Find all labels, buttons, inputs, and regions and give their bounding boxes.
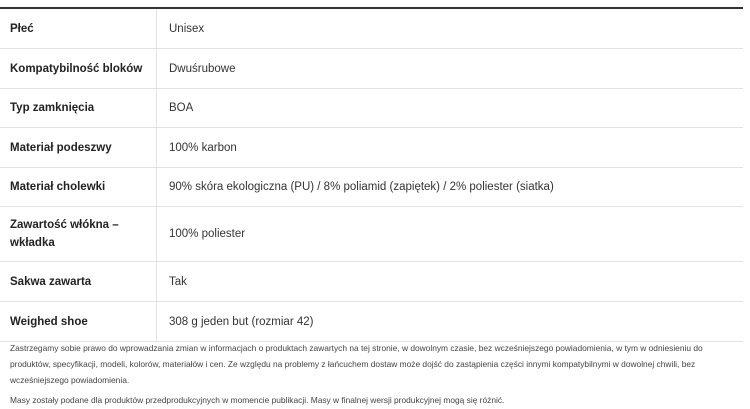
spec-label: Materiał cholewki — [0, 168, 157, 206]
spec-row-bag-included — [0, 262, 743, 302]
spec-value: Tak — [169, 275, 187, 288]
spec-label: Zawartość włókna – wkładka — [0, 207, 157, 261]
spec-row-closure-type — [0, 89, 743, 128]
spec-row-upper-material — [0, 168, 743, 207]
spec-value: 100% karbon — [169, 141, 237, 154]
spec-row-sole-material — [0, 128, 743, 168]
spec-value: Unisex — [169, 22, 205, 35]
spec-label: Sakwa zawarta — [0, 262, 157, 301]
weight-note-text: Masy zostały podane dla produktów przedprodukcyjnych w momencie publikacji. Masy w finalnej wersji produkcyjnej mogą się różnić. — [10, 395, 505, 405]
spec-value: 308 g jeden but (rozmiar 42) — [169, 315, 314, 328]
spec-value: 100% poliester — [169, 228, 246, 240]
spec-label: Weighed shoe — [0, 302, 157, 341]
spec-value: BOA — [169, 102, 194, 114]
spec-label: Typ zamknięcia — [0, 89, 157, 127]
spec-value: Dwuśrubowe — [169, 62, 236, 75]
spec-row-gender — [0, 9, 743, 49]
spec-label: Płeć — [0, 9, 157, 48]
spec-label: Kompatybilność bloków — [0, 49, 157, 88]
spec-table — [0, 7, 743, 342]
spec-label: Materiał podeszwy — [0, 128, 157, 167]
spec-row-insole-fiber — [0, 207, 743, 262]
spec-row-weight — [0, 302, 743, 342]
spec-value: 90% skóra ekologiczna (PU) / 8% poliamid (zapiętek) / 2% poliester (siatka) — [169, 181, 554, 193]
spec-notes — [10, 340, 738, 408]
spec-row-cleat-compatibility — [0, 49, 743, 89]
disclaimer-text: Zastrzegamy sobie prawo do wprowadzania zmian w informacjach o produktach zawartych na tej stronie, w dowolnym czasie, bez wcześniejszego powiadomienia, w tym w odniesieniu do produktów, specyfikacji, modeli, kolorów, materiałów i cen. Ze względu na problemy z łańcuchem dostaw może dojść do zastąpienia części innymi kompatybilnymi w dowolnej chwili, bez wcześniejszego powiadomienia. — [10, 343, 703, 385]
